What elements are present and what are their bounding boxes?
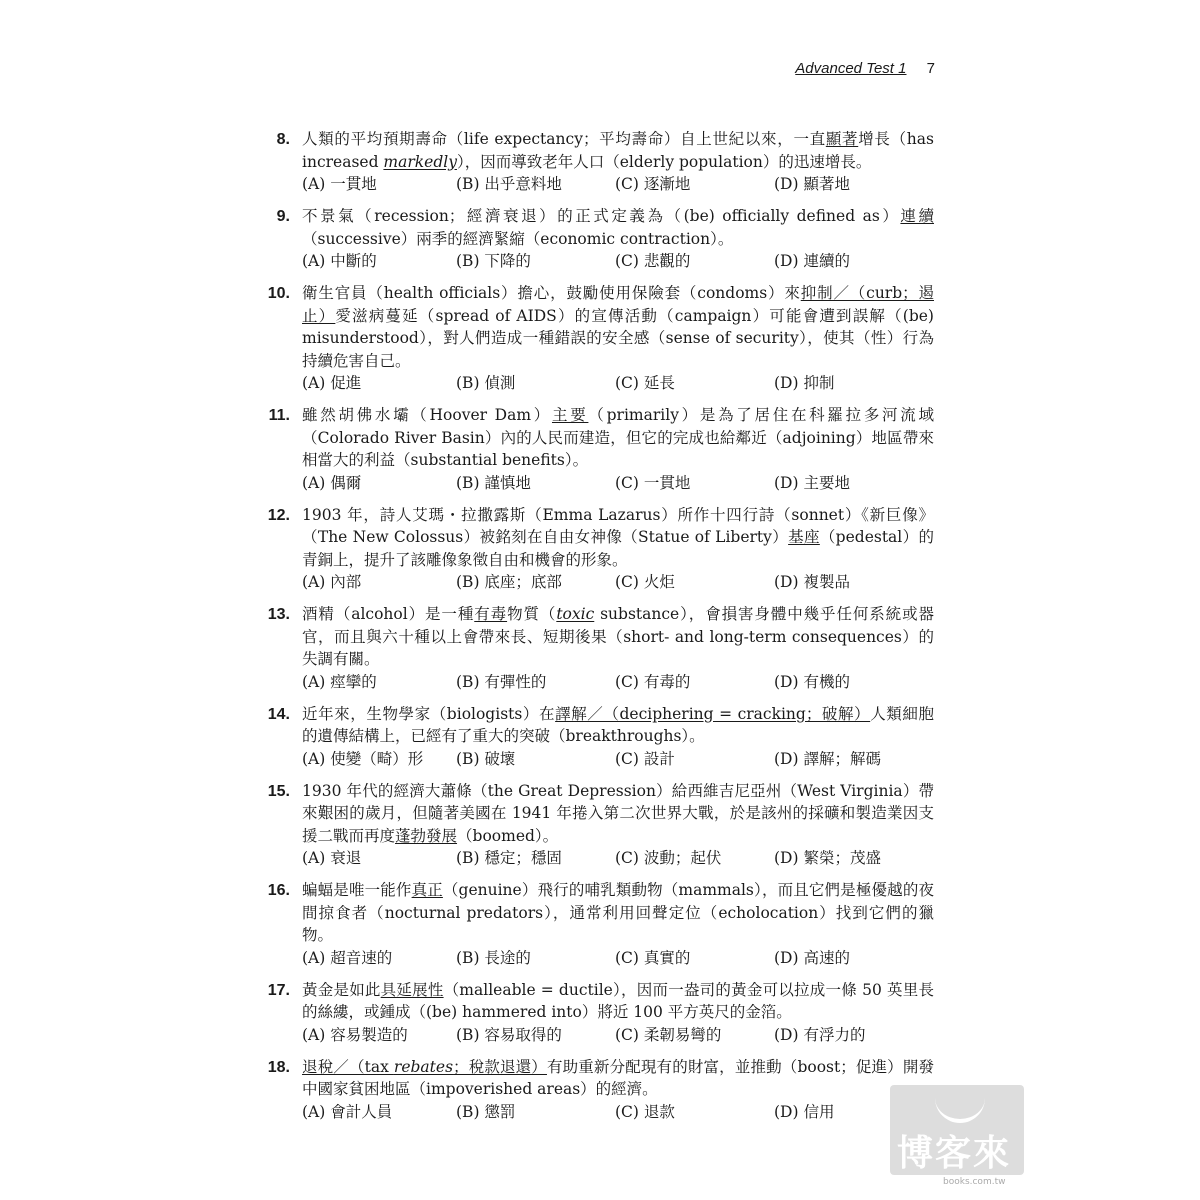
question-number: 11. bbox=[268, 407, 290, 424]
text-segment: 蝙蝠是唯一能作 bbox=[302, 881, 412, 899]
question-item bbox=[0, 282, 1200, 394]
answer-option-b: (B) 偵測 bbox=[456, 374, 516, 392]
underlined-term: 連續 bbox=[900, 207, 934, 225]
answer-option-a: (A) 促進 bbox=[302, 374, 362, 392]
answer-option-b: (B) 長途的 bbox=[456, 948, 531, 967]
answer-option-c: (C) 火炬 bbox=[615, 573, 675, 591]
text-segment: 酒精（alcohol）是一種 bbox=[302, 605, 475, 623]
question-item bbox=[0, 703, 1200, 770]
answer-option-a: (A) 偶爾 bbox=[302, 473, 362, 492]
text-segment: （boomed）。 bbox=[457, 826, 559, 845]
text-segment: 衛生官員（health officials）擔心，鼓勵使用保險套（condoms）來 bbox=[302, 284, 801, 302]
answer-option-d: (D) 顯著地 bbox=[774, 175, 850, 193]
answer-option-d: (D) 信用 bbox=[774, 1102, 835, 1121]
question-item bbox=[0, 504, 1200, 594]
text-segment: 人類細胞的遺傳結構上，已經有了重大的突破（breakthroughs）。 bbox=[302, 704, 934, 745]
question-item bbox=[0, 979, 1200, 1046]
answer-option-d: (D) 繁榮；茂盛 bbox=[774, 849, 881, 867]
answer-option-a: (A) 中斷的 bbox=[302, 252, 377, 270]
underlined-term: 譯解／（deciphering = cracking；破解） bbox=[555, 704, 871, 723]
answer-option-b: (B) 下降的 bbox=[456, 252, 531, 270]
question-number: 14. bbox=[267, 705, 290, 723]
question-number: 10. bbox=[267, 285, 290, 302]
question-number: 12. bbox=[267, 506, 290, 524]
answer-options bbox=[302, 1024, 934, 1046]
question-text bbox=[302, 282, 934, 372]
answer-option-b: (B) 穩定；穩固 bbox=[456, 849, 562, 867]
text-segment: （primarily）是為了居住在科羅拉多河流域（Colorado River Basin）內的人民而建造，但它的完成也給鄰近（adjoining）地區帶來相當大的利益（substantial benefits）。 bbox=[302, 406, 934, 469]
underlined-term: 主要 bbox=[551, 406, 589, 424]
question-item bbox=[0, 404, 1200, 494]
answer-option-a: (A) 容易製造的 bbox=[302, 1025, 408, 1044]
text-segment: ），因而導致老年人口（elderly population）的迅速增長。 bbox=[456, 152, 872, 171]
text-segment: 近年來，生物學家（biologists）在 bbox=[302, 704, 556, 723]
text-segment: （genuine）飛行的哺乳類動物（mammals），而且它們是極優越的夜間掠食者（nocturnal predators），通常利用回聲定位（echolocation）找到它們的獵物。 bbox=[302, 881, 934, 944]
page-header bbox=[0, 60, 935, 77]
answer-option-c: (C) 退款 bbox=[615, 1102, 675, 1121]
answer-option-a: (A) 會計人員 bbox=[302, 1102, 393, 1121]
text-segment: 不景氣（recession；經濟衰退）的正式定義為（(be) officially defined as） bbox=[302, 207, 901, 225]
page-number: 7 bbox=[926, 60, 935, 77]
answer-option-a: (A) 痙攣的 bbox=[302, 672, 377, 691]
underlined-term: 抑制／（curb；遏止） bbox=[302, 284, 934, 325]
question-item bbox=[0, 780, 1200, 870]
answer-option-a: (A) 內部 bbox=[302, 573, 362, 591]
text-segment: 雖然胡佛水壩（Hoover Dam） bbox=[302, 406, 552, 424]
answer-option-b: (B) 底座；底部 bbox=[456, 573, 562, 591]
text-segment: （pedestal）的青銅上，提升了該雕像象徵自由和機會的形象。 bbox=[302, 528, 934, 569]
answer-option-b: (B) 懲罰 bbox=[456, 1102, 516, 1121]
question-item bbox=[0, 128, 1200, 195]
answer-options bbox=[302, 173, 934, 195]
question-text bbox=[302, 128, 934, 173]
question-text bbox=[302, 879, 934, 947]
underlined-term: 顯著 bbox=[825, 130, 859, 148]
question-number: 8. bbox=[276, 131, 290, 148]
answer-option-b: (B) 容易取得的 bbox=[456, 1025, 562, 1044]
answer-option-a: (A) 衰退 bbox=[302, 849, 362, 867]
answer-option-a: (A) 一貫地 bbox=[302, 175, 377, 193]
underlined-term: 真正 bbox=[411, 881, 443, 899]
text-segment: 1930 年代的經濟大蕭條（the Great Depression）給西維吉尼亞州（West Virginia）帶來艱困的歲月，但隨著美國在 1941 年捲入第二次世界大戰，於是該州的採礦和製造業因支援二戰而再度 bbox=[302, 781, 934, 845]
answer-option-c: (C) 有毒的 bbox=[615, 672, 691, 691]
answer-option-d: (D) 有機的 bbox=[774, 672, 850, 691]
answer-option-c: (C) 真實的 bbox=[615, 948, 691, 967]
answer-options bbox=[302, 947, 934, 969]
page-header-title: Advanced Test 1 bbox=[795, 60, 907, 77]
answer-option-d: (D) 抑制 bbox=[774, 374, 835, 392]
question-number: 16. bbox=[267, 882, 290, 899]
text-segment: 人類的平均預期壽命（life expectancy；平均壽命）自上世紀以來，一直 bbox=[302, 130, 826, 148]
answer-option-c: (C) 一貫地 bbox=[615, 473, 691, 492]
answer-option-b: (B) 破壞 bbox=[456, 749, 516, 768]
underlined-term: markedly bbox=[383, 152, 457, 171]
answer-options bbox=[302, 748, 934, 770]
underlined-term: rebates bbox=[393, 1057, 454, 1076]
question-text bbox=[302, 1056, 934, 1101]
underlined-term: ；稅款退還） bbox=[453, 1057, 547, 1076]
answer-option-d: (D) 連續的 bbox=[774, 252, 850, 270]
question-text bbox=[302, 703, 934, 748]
answer-options bbox=[302, 250, 934, 272]
question-text bbox=[302, 979, 934, 1024]
question-text bbox=[302, 404, 934, 472]
question-text bbox=[302, 603, 934, 671]
question-number: 9. bbox=[276, 208, 290, 225]
text-segment: 物質（ bbox=[507, 605, 557, 623]
answer-option-b: (B) 出乎意料地 bbox=[456, 175, 562, 193]
question-item bbox=[0, 205, 1200, 272]
text-segment: 1903 年，詩人艾瑪・拉撒露斯（Emma Lazarus）所作十四行詩（sonnet）《新巨像》（The New Colossus）被銘刻在自由女神像（Statue of Liberty） bbox=[302, 505, 934, 546]
answer-option-d: (D) 有浮力的 bbox=[774, 1025, 866, 1044]
answer-option-c: (C) 波動；起伏 bbox=[615, 849, 722, 867]
text-segment: substance），會損害身體中幾乎任何系統或器官，而且與六十種以上會帶來長、短期後果（short- and long-term consequences）的失調有關。 bbox=[302, 605, 934, 668]
answer-option-d: (D) 譯解；解碼 bbox=[774, 749, 881, 768]
text-segment: （malleable = ductile），因而一盎司的黃金可以拉成一條 50 英里長的絲縷，或鍾成（(be) hammered into）將近 100 平方英尺的金箔。 bbox=[302, 980, 934, 1021]
answer-option-c: (C) 悲觀的 bbox=[615, 252, 691, 270]
watermark-url: books.com.tw bbox=[943, 1177, 1006, 1187]
underlined-term: toxic bbox=[556, 605, 595, 623]
answer-option-d: (D) 主要地 bbox=[774, 473, 850, 492]
question-text bbox=[302, 205, 934, 250]
watermark-logo-text: 博客來 bbox=[897, 1133, 1012, 1174]
text-segment: 增長（has increased bbox=[302, 130, 934, 171]
question-text bbox=[302, 780, 934, 848]
answer-options bbox=[302, 372, 934, 394]
answer-option-d: (D) 高速的 bbox=[774, 948, 850, 967]
answer-option-b: (B) 謹慎地 bbox=[456, 473, 531, 492]
answer-options bbox=[302, 472, 934, 494]
underlined-term: 退稅／（tax bbox=[302, 1057, 394, 1076]
question-number: 15. bbox=[267, 782, 290, 800]
answer-option-a: (A) 超音速的 bbox=[302, 948, 393, 967]
answer-option-b: (B) 有彈性的 bbox=[456, 672, 547, 691]
text-segment: 有助重新分配現有的財富，並推動（boost；促進）開發中國家貧困地區（impoverished areas）的經濟。 bbox=[302, 1057, 934, 1098]
text-segment: 黃金是如此 bbox=[302, 980, 381, 999]
text-segment: 愛滋病蔓延（spread of AIDS）的宣傳活動（campaign）可能會遭到誤解（(be) misunderstood），對人們造成一種錯誤的安全感（sense of security），使其（性）行為持續危害自己。 bbox=[302, 306, 934, 370]
answer-options bbox=[302, 847, 934, 869]
question-number: 13. bbox=[267, 606, 290, 623]
answer-option-d: (D) 複製品 bbox=[774, 573, 850, 591]
answer-option-a: (A) 使變（畸）形 bbox=[302, 749, 424, 768]
question-text bbox=[302, 504, 934, 572]
underlined-term: 蓬勃發展 bbox=[395, 826, 458, 845]
question-number: 18. bbox=[267, 1058, 290, 1076]
question-item bbox=[0, 603, 1200, 693]
text-segment: （successive）兩季的經濟緊縮（economic contraction）。 bbox=[302, 229, 734, 248]
bookstore-watermark bbox=[885, 1085, 1025, 1185]
question-number: 17. bbox=[267, 981, 290, 999]
underlined-term: 具延展性 bbox=[380, 980, 444, 999]
answer-options bbox=[302, 571, 934, 593]
answer-options bbox=[302, 671, 934, 693]
answer-option-c: (C) 設計 bbox=[615, 749, 675, 768]
question-item bbox=[0, 879, 1200, 969]
answer-option-c: (C) 逐漸地 bbox=[615, 175, 691, 193]
answer-options bbox=[302, 1101, 934, 1123]
answer-option-c: (C) 延長 bbox=[615, 374, 675, 392]
underlined-term: 有毒 bbox=[474, 605, 508, 623]
answer-option-c: (C) 柔韌易彎的 bbox=[615, 1025, 722, 1044]
underlined-term: 基座 bbox=[788, 528, 820, 546]
question-list bbox=[0, 128, 1200, 1133]
